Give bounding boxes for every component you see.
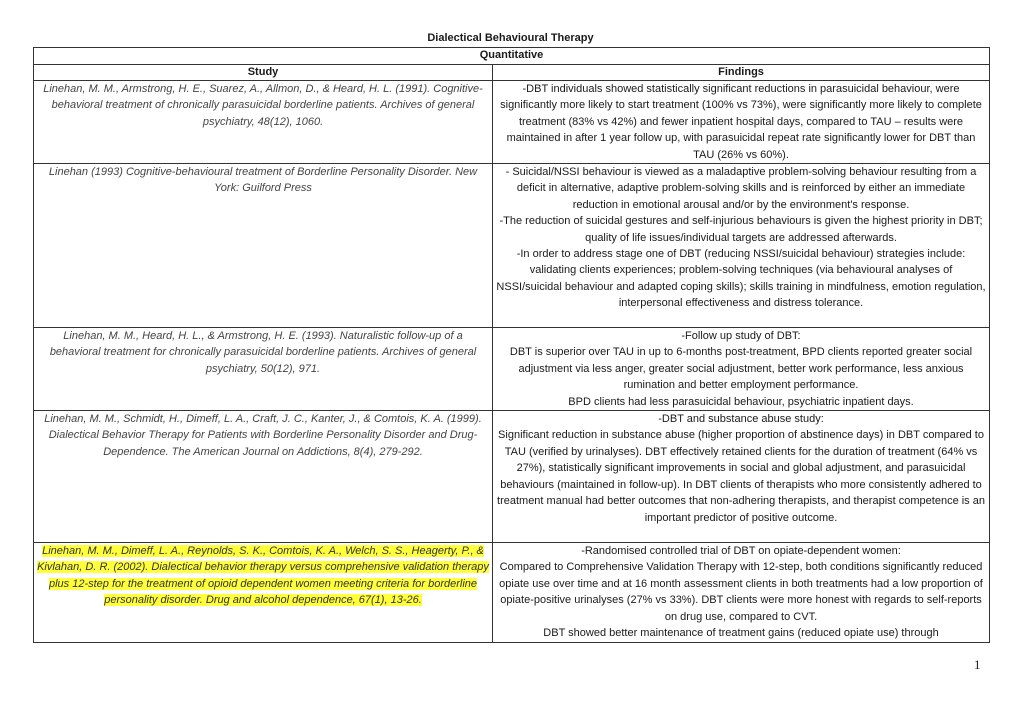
study-findings	[493, 164, 990, 328]
finding-paragraph: -In order to address stage one of DBT (reducing NSSI/suicidal behaviour) strategies include: validating clients experiences; problem-solving techniques (via behavioural analyses of NSSI/suicidal behaviour and adapted coping skills); skills training in mindfulness, emotion regulation, interpersonal effectiveness and distress tolerance.	[496, 248, 986, 310]
finding-paragraph: DBT showed better maintenance of treatment gains (reduced opiate use) through	[543, 627, 939, 640]
table-row	[34, 164, 990, 328]
finding-paragraph: -Randomised controlled trial of DBT on opiate-dependent women:	[581, 545, 901, 558]
table-row	[34, 81, 990, 164]
document-title: Dialectical Behavioural Therapy	[427, 32, 594, 44]
study-citation	[34, 81, 493, 164]
study-citation	[34, 328, 493, 411]
study-findings	[493, 328, 990, 411]
highlighted-citation-text: Linehan, M. M., Dimeff, L. A., Reynolds, S. K., Comtois, K. A., Welch, S. S., Heagerty, P., & Kivlahan, D. R. (2002). Dialectical behavior therapy versus comprehensive validation therapy plus 12-step for the treatment of opioid dependent women meeting criteria for borderline personality disorder. Drug and alcohol dependence, 67(1), 13-26.	[37, 545, 489, 607]
study-citation-text: Linehan, M. M., Heard, H. L., & Armstrong, H. E. (1993). Naturalistic follow-up of a behavioral treatment for chronically parasuicidal borderline patients. Archives of general psychiatry, 50(12), 971.	[49, 330, 477, 375]
study-findings	[493, 543, 990, 642]
page-number: 1	[974, 657, 981, 672]
finding-paragraph: DBT is superior over TAU in up to 6-months post-treatment, BPD clients reported greater social adjustment via less anger, greater social adjustment, better work performance, less anxious rumination and better employment performance.	[509, 346, 973, 392]
study-citation-text: Linehan (1993) Cognitive-behavioural treatment of Borderline Personality Disorder. New York: Guilford Press	[48, 166, 478, 195]
finding-paragraph: BPD clients had less parasuicidal behaviour, psychiatric inpatient days.	[568, 395, 914, 408]
finding-paragraph: - Suicidal/NSSI behaviour is viewed as a maladaptive problem-solving behaviour resulting from a deficit in alternative, adaptive problem-solving skills and is reinforced by either an immediate reduction in emotional arousal and/or by the environment's response.	[505, 166, 977, 211]
finding-paragraph: -DBT and substance abuse study:	[658, 413, 824, 426]
table-row	[34, 411, 990, 543]
finding-paragraph: Significant reduction in substance abuse (higher proportion of abstinence days) in DBT compared to TAU (verified by urinalyses). DBT effectively retained clients for the duration of treatment (64% vs 27%), statistically significant improvements in social and global adjustment, and parasuicidal behaviours (maintained in follow-up). In DBT clients of therapists who more consistently adhered to treatment manual had better outcomes that non-adhering therapists, and therapist competence is an important predictor of positive outcome.	[497, 429, 985, 524]
study-citation	[34, 411, 493, 543]
study-findings	[493, 411, 990, 543]
finding-paragraph: -DBT individuals showed statistically significant reductions in parasuicidal behaviour, were significantly more likely to start treatment (100% vs 73%), were significantly more likely to complete treatment (83% vs 42%) and fewer inpatient hospital days, compared to TAU – results were maintained in after 1 year follow up, with parasuicidal repeat rate significantly lower for DBT than TAU (26% vs 60%).	[500, 83, 982, 161]
column-header-findings: Findings	[493, 65, 990, 81]
study-citation	[34, 164, 493, 328]
section-header: Quantitative	[34, 48, 990, 65]
study-findings	[493, 81, 990, 164]
finding-paragraph: Compared to Comprehensive Validation Therapy with 12-step, both conditions significantly reduced opiate use over time and at 16 month assessment clients in both treatments had a low proportion of opiate-positive urinalyses (27% vs 33%). DBT clients were more honest with regards to self-reports on drug use, compared to CVT.	[499, 561, 983, 623]
study-citation-text: Linehan, M. M., Armstrong, H. E., Suarez, A., Allmon, D., & Heard, H. L. (1991). Cognitive-behavioral treatment of chronically parasuicidal borderline patients. Archives of general psychiatry, 48(12), 1060.	[43, 83, 483, 128]
literature-table	[33, 47, 990, 643]
finding-paragraph: -Follow up study of DBT:	[681, 330, 801, 343]
finding-paragraph: -The reduction of suicidal gestures and self-injurious behaviours is given the highest priority in DBT; quality of life issues/individual targets are addressed afterwards.	[499, 215, 983, 244]
study-citation-text: Linehan, M. M., Schmidt, H., Dimeff, L. A., Craft, J. C., Kanter, J., & Comtois, K. A. (1999). Dialectical Behavior Therapy for Patients with Borderline Personality Disorder and Drug-Dependence. The American Journal on Addictions, 8(4), 279-292.	[44, 413, 482, 458]
table-row	[34, 543, 990, 642]
study-citation	[34, 543, 493, 642]
table-row	[34, 328, 990, 411]
column-header-study: Study	[34, 65, 493, 81]
